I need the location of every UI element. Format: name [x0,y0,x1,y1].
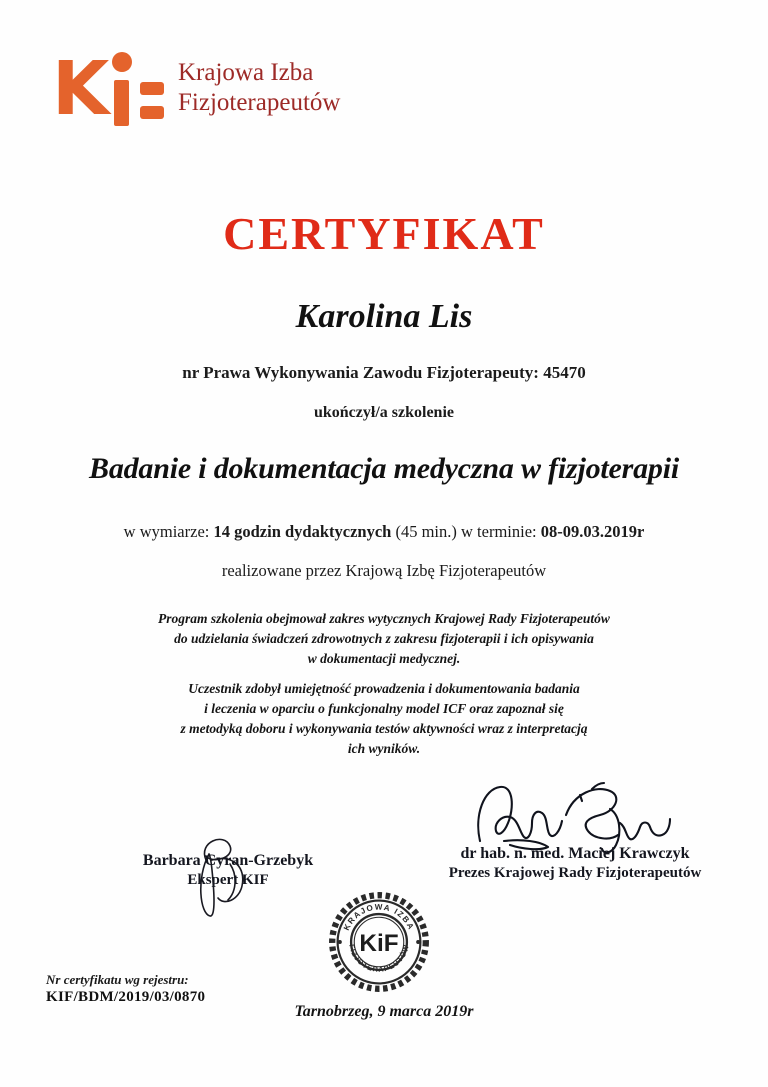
logo-letter-f-top-bar-icon [140,82,164,95]
duration-prefix: w wymiarze: [123,522,214,541]
duration-line [0,522,768,542]
competency-description-line-1: Uczestnik zdobył umiejętność prowadzenia i dokumentowania badania [188,681,580,696]
signature-right-name: dr hab. n. med. Maciej Krawczyk [460,845,690,862]
competency-description-line-4: ich wyników. [347,741,421,756]
duration-dates: 08-09.03.2019r [540,522,645,541]
logo-wordmark [178,38,340,118]
course-title: Badanie i dokumentacja medyczna w fizjoterapii [89,452,679,485]
registry-label: Nr certyfikatu wg rejestru: [46,972,189,987]
logo-wordmark-line2: Fizjoterapeutów [178,89,341,116]
place-and-date: Tarnobrzeg, 9 marca 2019r [294,1003,474,1020]
recipient-name: Karolina Lis [295,298,473,335]
seal-top-text: KRAJOWA IZBA [342,902,416,932]
registry-block [46,972,205,1006]
duration-middle: (45 min.) w terminie: [391,522,541,541]
logo-letter-i-stem-icon [114,80,129,126]
logo-letter-i-dot-icon [112,52,132,72]
program-description-line-2: do udzielania świadczeń zdrowotnych z zakresu fizjoterapii i ich opisywania [174,631,594,646]
kif-logo [52,30,341,132]
competency-description-line-3: z metodyką doboru i wykonywania testów aktywności wraz z interpretacją [180,721,588,736]
competency-description-paragraph [0,679,768,759]
duration-hours: 14 godzin dydaktycznych [213,522,392,541]
program-description-paragraph [0,609,768,669]
registry-number: KIF/BDM/2019/03/0870 [46,989,206,1005]
program-description-line-3: w dokumentacji medycznej. [307,651,461,666]
signature-block-right [425,845,725,882]
logo-letter-f-bottom-bar-icon [140,106,164,119]
seal-bottom-text: FIZJOTERAPEUTÓW [347,943,411,974]
kif-logo-mark-icon [52,30,164,132]
logo-letter-k: K [52,46,108,132]
program-description-line-1: Program szkolenia obejmował zakres wytycznych Krajowej Rady Fizjoterapeutów [158,611,610,626]
certificate-title: CERTYFIKAT [223,208,545,259]
completed-training-line: ukończył/a szkolenie [313,404,454,421]
seal-center-text: KiF [359,930,399,957]
license-number-line: nr Prawa Wykonywania Zawodu Fizjoterapeuty: 45470 [182,363,586,382]
official-seal-stamp-icon [325,888,433,996]
logo-wordmark-line1: Krajowa Izba [178,59,314,86]
signature-block-left [103,852,353,889]
signature-left-name: Barbara Cyran-Grzebyk [142,852,314,869]
competency-description-line-2: i leczenia w oparciu o funkcjonalny model ICF oraz zapoznał się [204,701,564,716]
signature-left-role: Ekspert KIF [187,872,269,888]
organizer-line: realizowane przez Krajową Izbę Fizjoterapeutów [221,561,547,580]
signature-right-role: Prezes Krajowej Rady Fizjoterapeutów [448,865,702,881]
